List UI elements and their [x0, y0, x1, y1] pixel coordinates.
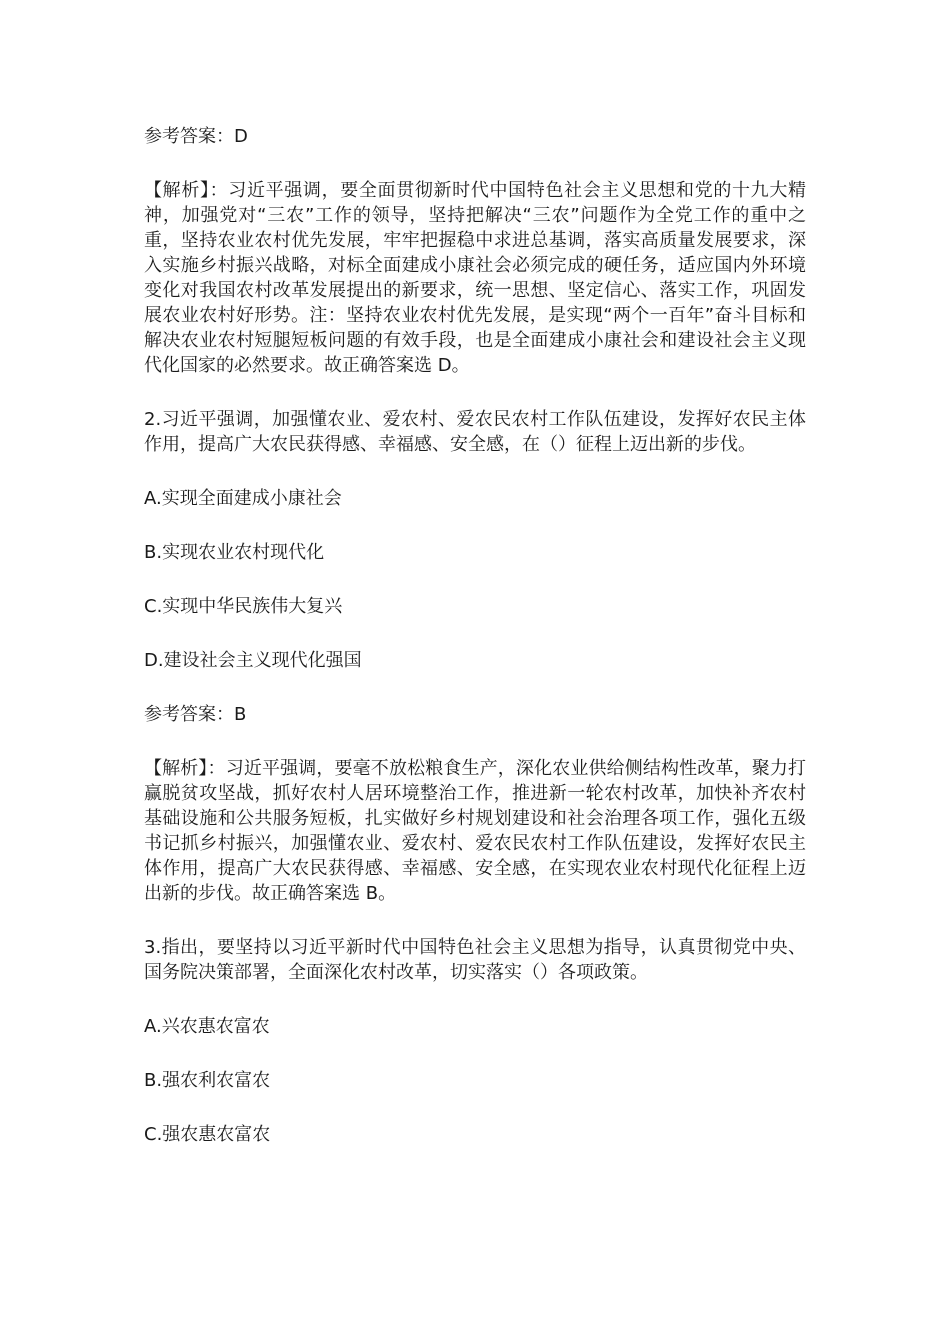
- question-2-stem: 2.习近平强调，加强懂农业、爱农村、爱农民农村工作队伍建设，发挥好农民主体作用，提高广大农民获得感、幸福感、安全感，在（）征程上迈出新的步伐。: [144, 409, 806, 455]
- question-3-option-c: C.强农惠农富农: [144, 1124, 271, 1145]
- question-2-option-a: A.实现全面建成小康社会: [144, 488, 342, 509]
- document-page: [144, 124, 806, 1147]
- answer-q1: 参考答案：D: [144, 126, 248, 147]
- question-2-option-c: C.实现中华民族伟大复兴: [144, 596, 343, 617]
- analysis-q2: 【解析】：习近平强调，要毫不放松粮食生产，深化农业供给侧结构性改革，聚力打赢脱贫攻坚战，抓好农村人居环境整治工作，推进新一轮农村改革，加快补齐农村基础设施和公共服务短板，扎实做好乡村规划建设和社会治理各项工作，强化五级书记抓乡村振兴，加强懂农业、爱农村、爱农民农村工作队伍建设，发挥好农民主体作用，提高广大农民获得感、幸福感、安全感，在实现农业农村现代化征程上迈出新的步伐。故正确答案选 B。: [144, 758, 806, 904]
- answer-q2: 参考答案：B: [144, 704, 247, 725]
- question-3-stem: 3.指出，要坚持以习近平新时代中国特色社会主义思想为指导，认真贯彻党中央、国务院决策部署，全面深化农村改革，切实落实（）各项政策。: [144, 937, 806, 983]
- analysis-q1: 【解析】：习近平强调，要全面贯彻新时代中国特色社会主义思想和党的十九大精神，加强党对“三农”工作的领导，坚持把解决“三农”问题作为全党工作的重中之重，坚持农业农村优先发展，牢牢把握稳中求进总基调，落实高质量发展要求，深入实施乡村振兴战略，对标全面建成小康社会必须完成的硬任务，适应国内外环境变化对我国农村改革发展提出的新要求，统一思想、坚定信心、落实工作，巩固发展农业农村好形势。注：坚持农业农村优先发展，是实现“两个一百年”奋斗目标和解决农业农村短腿短板问题的有效手段，也是全面建成小康社会和建设社会主义现代化国家的必然要求。故正确答案选 D。: [144, 180, 806, 376]
- question-2-option-d: D.建设社会主义现代化强国: [144, 650, 362, 671]
- question-2-option-b: B.实现农业农村现代化: [144, 542, 325, 563]
- question-3-option-b: B.强农利农富农: [144, 1070, 271, 1091]
- question-3-option-a: A.兴农惠农富农: [144, 1016, 270, 1037]
